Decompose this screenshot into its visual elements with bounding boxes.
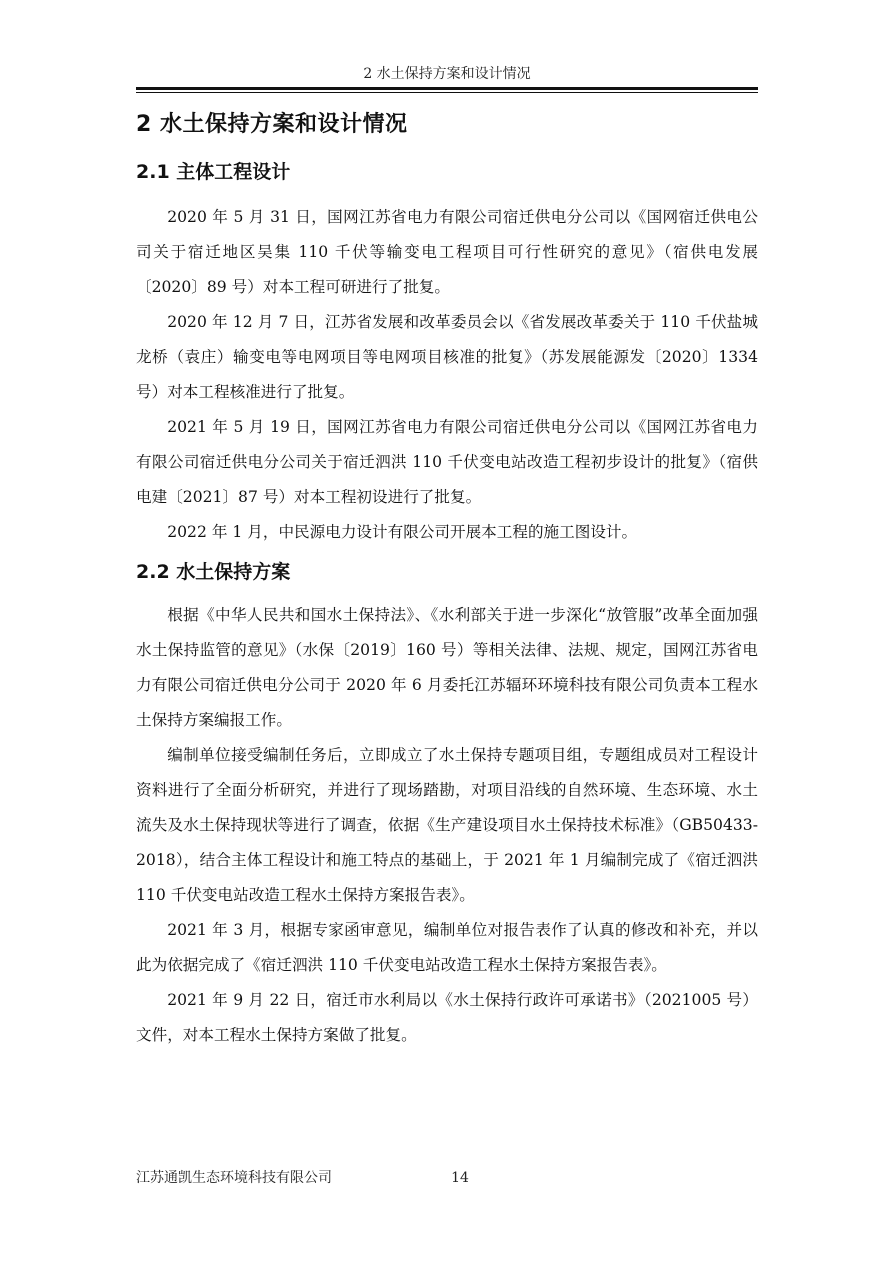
page-number: 14: [451, 1170, 469, 1186]
paragraph: 编制单位接受编制任务后，立即成立了水土保持专题项目组，专题组成员对工程设计资料进行了全面分析研究，并进行了现场踏勘，对项目沿线的自然环境、生态环境、水土流失及水土保持现状等进行了调查，依据《生产建设项目水土保持技术标准》（GB50433-2018），结合主体工程设计和施工特点的基础上，于 2021 年 1 月编制完成了《宿迁泗洪 110 千伏变电站改造工程水土保持方案报告表》。: [136, 746, 758, 904]
paragraph: 2020 年 12 月 7 日，江苏省发展和改革委员会以《省发展改革委关于 110 千伏盐城龙桥（袁庄）输变电等电网项目等电网项目核准的批复》（苏发展能源发〔2020〕1334 号）对本工程核准进行了批复。: [136, 313, 758, 401]
paragraph: 2021 年 3 月，根据专家函审意见，编制单位对报告表作了认真的修改和补充，并以此为依据完成了《宿迁泗洪 110 千伏变电站改造工程水土保持方案报告表》。: [136, 921, 758, 974]
running-header: 2 水土保持方案和设计情况: [363, 66, 531, 82]
footer-company: 江苏通凯生态环境科技有限公司: [136, 1170, 332, 1186]
section-title-2-2: 2.2 水土保持方案: [136, 561, 291, 583]
paragraph: 2021 年 9 月 22 日，宿迁市水利局以《水土保持行政许可承诺书》（2021005 号）文件，对本工程水土保持方案做了批复。: [136, 991, 758, 1044]
paragraph: 2020 年 5 月 31 日，国网江苏省电力有限公司宿迁供电分公司以《国网宿迁供电公司关于宿迁地区吴集 110 千伏等输变电工程项目可行性研究的意见》（宿供电发展〔2020〕89 号）对本工程可研进行了批复。: [136, 208, 758, 296]
paragraph: 2022 年 1 月，中民源电力设计有限公司开展本工程的施工图设计。: [167, 523, 638, 541]
header-rule-thin: [136, 92, 758, 93]
chapter-title: 2 水土保持方案和设计情况: [136, 112, 408, 137]
section-title-2-1: 2.1 主体工程设计: [136, 161, 291, 183]
paragraph: 根据《中华人民共和国水土保持法》、《水利部关于进一步深化“放管服”改革全面加强水土保持监管的意见》（水保〔2019〕160 号）等相关法律、法规、规定，国网江苏省电力有限公司宿迁供电分公司于 2020 年 6 月委托江苏辐环环境科技有限公司负责本工程水土保持方案编报工作。: [136, 606, 758, 729]
header-rule: [136, 87, 758, 90]
page-content: [136, 104, 758, 1053]
paragraph: 2021 年 5 月 19 日，国网江苏省电力有限公司宿迁供电分公司以《国网江苏省电力有限公司宿迁供电分公司关于宿迁泗洪 110 千伏变电站改造工程初步设计的批复》（宿供电建〔2021〕87 号）对本工程初设进行了批复。: [136, 418, 758, 506]
